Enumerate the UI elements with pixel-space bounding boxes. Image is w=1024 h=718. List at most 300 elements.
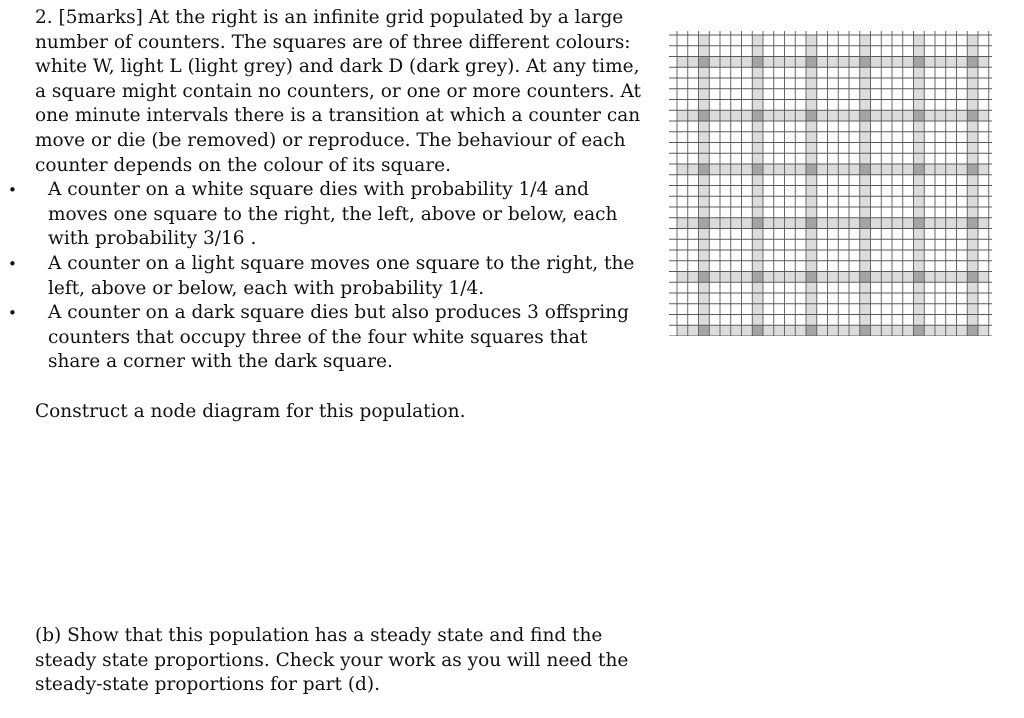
- grid-square-light: [881, 164, 892, 175]
- grid-square-white: [742, 132, 753, 143]
- grid-square-white: [946, 282, 957, 293]
- grid-square-light: [752, 315, 763, 326]
- rule-white-square: [8, 178, 645, 252]
- grid-square-light: [957, 164, 968, 175]
- grid-square-white: [720, 229, 731, 240]
- grid-square-white: [677, 67, 688, 78]
- grid-square-white: [742, 35, 753, 46]
- grid-square-white: [881, 175, 892, 186]
- grid-square-light: [688, 57, 699, 68]
- grid-square-white: [720, 46, 731, 57]
- grid-square-white: [709, 186, 720, 197]
- grid-square-white: [838, 153, 849, 164]
- grid-square-white: [688, 121, 699, 132]
- grid-square-white: [828, 35, 839, 46]
- grid-square-light: [688, 325, 699, 336]
- grid-square-light: [967, 304, 978, 315]
- grid-square-white: [838, 239, 849, 250]
- grid-square-white: [924, 315, 935, 326]
- grid-square-white: [978, 67, 989, 78]
- grid-square-white: [688, 67, 699, 78]
- grid-square-light: [752, 35, 763, 46]
- grid-square-white: [774, 67, 785, 78]
- grid-square-light: [806, 175, 817, 186]
- grid-square-white: [709, 35, 720, 46]
- grid-square-white: [742, 207, 753, 218]
- grid-square-light: [828, 110, 839, 121]
- grid-square-light: [957, 325, 968, 336]
- grid-square-white: [795, 78, 806, 89]
- grid-square-light: [967, 239, 978, 250]
- grid-square-white: [957, 261, 968, 272]
- grid-square-light: [860, 89, 871, 100]
- grid-square-light: [752, 100, 763, 111]
- grid-square-light: [742, 57, 753, 68]
- grid-square-white: [849, 175, 860, 186]
- grid-square-light: [731, 110, 742, 121]
- grid-square-white: [871, 304, 882, 315]
- grid-square-light: [860, 175, 871, 186]
- grid-square-white: [935, 121, 946, 132]
- grid-square-white: [935, 78, 946, 89]
- grid-square-white: [731, 304, 742, 315]
- rule-dark-square: [8, 301, 645, 375]
- grid-square-light: [806, 282, 817, 293]
- grid-square-white: [892, 100, 903, 111]
- grid-square-white: [892, 89, 903, 100]
- grid-square-white: [881, 304, 892, 315]
- grid-square-light: [860, 78, 871, 89]
- grid-square-light: [881, 272, 892, 283]
- grid-square-light: [860, 207, 871, 218]
- grid-square-white: [817, 153, 828, 164]
- grid-square-white: [849, 282, 860, 293]
- grid-square-light: [903, 164, 914, 175]
- grid-square-white: [774, 132, 785, 143]
- grid-square-white: [709, 100, 720, 111]
- grid-square-white: [742, 282, 753, 293]
- grid-square-light: [806, 186, 817, 197]
- grid-square-light: [978, 218, 989, 229]
- grid-square-light: [806, 293, 817, 304]
- grid-square-white: [709, 121, 720, 132]
- grid-square-light: [742, 325, 753, 336]
- grid-square-white: [849, 207, 860, 218]
- grid-square-white: [978, 315, 989, 326]
- grid-square-white: [924, 175, 935, 186]
- grid-square-white: [838, 89, 849, 100]
- grid-square-white: [828, 239, 839, 250]
- grid-square-white: [978, 89, 989, 100]
- grid-square-light: [978, 164, 989, 175]
- grid-square-white: [957, 186, 968, 197]
- grid-square-light: [914, 143, 925, 154]
- grid-square-white: [935, 67, 946, 78]
- grid-square-light: [935, 272, 946, 283]
- grid-square-dark: [860, 164, 871, 175]
- grid-square-white: [720, 304, 731, 315]
- grid-square-white: [688, 100, 699, 111]
- grid-square-white: [978, 175, 989, 186]
- grid-square-white: [957, 153, 968, 164]
- grid-square-light: [967, 250, 978, 261]
- grid-square-white: [795, 175, 806, 186]
- grid-square-white: [881, 261, 892, 272]
- grid-square-white: [903, 186, 914, 197]
- grid-square-light: [946, 110, 957, 121]
- grid-square-light: [967, 46, 978, 57]
- grid-square-white: [849, 67, 860, 78]
- grid-square-white: [828, 261, 839, 272]
- grid-square-white: [677, 207, 688, 218]
- grid-square-white: [688, 261, 699, 272]
- grid-square-white: [785, 121, 796, 132]
- grid-square-light: [914, 315, 925, 326]
- grid-square-light: [699, 186, 710, 197]
- grid-square-light: [967, 186, 978, 197]
- grid-square-white: [742, 78, 753, 89]
- grid-square-white: [935, 261, 946, 272]
- grid-square-light: [806, 153, 817, 164]
- grid-square-white: [892, 175, 903, 186]
- grid-square-white: [828, 143, 839, 154]
- grid-square-white: [849, 89, 860, 100]
- grid-square-light: [849, 57, 860, 68]
- grid-square-white: [935, 282, 946, 293]
- grid-square-white: [817, 100, 828, 111]
- grid-square-white: [785, 143, 796, 154]
- grid-square-white: [688, 89, 699, 100]
- grid-square-light: [677, 272, 688, 283]
- grid-square-white: [978, 229, 989, 240]
- grid-square-white: [709, 78, 720, 89]
- grid-square-light: [752, 175, 763, 186]
- grid-square-white: [720, 282, 731, 293]
- counter-grid-figure: [668, 30, 992, 336]
- grid-square-white: [720, 35, 731, 46]
- grid-square-white: [828, 282, 839, 293]
- grid-square-white: [935, 304, 946, 315]
- grid-square-light: [860, 315, 871, 326]
- grid-square-light: [752, 67, 763, 78]
- grid-square-white: [720, 153, 731, 164]
- grid-square-white: [849, 239, 860, 250]
- grid-square-white: [957, 239, 968, 250]
- grid-square-light: [903, 110, 914, 121]
- grid-square-white: [774, 153, 785, 164]
- grid-square-white: [677, 250, 688, 261]
- grid-square-white: [871, 153, 882, 164]
- grid-square-white: [871, 78, 882, 89]
- grid-square-light: [752, 153, 763, 164]
- grid-square-light: [720, 164, 731, 175]
- grid-square-white: [849, 100, 860, 111]
- grid-square-white: [838, 196, 849, 207]
- grid-square-white: [881, 282, 892, 293]
- grid-square-white: [978, 239, 989, 250]
- grid-square-white: [849, 229, 860, 240]
- grid-square-light: [849, 218, 860, 229]
- grid-square-white: [849, 132, 860, 143]
- grid-square-light: [903, 272, 914, 283]
- question-2: [8, 6, 645, 424]
- grid-square-white: [795, 121, 806, 132]
- grid-square-white: [849, 153, 860, 164]
- grid-square-white: [688, 196, 699, 207]
- rules-list: [8, 178, 645, 375]
- grid-square-white: [763, 78, 774, 89]
- grid-square-white: [709, 261, 720, 272]
- grid-square-dark: [967, 57, 978, 68]
- grid-square-dark: [967, 218, 978, 229]
- grid-square-white: [924, 293, 935, 304]
- grid-square-light: [752, 89, 763, 100]
- grid-square-white: [881, 100, 892, 111]
- grid-square-light: [742, 272, 753, 283]
- grid-square-white: [881, 121, 892, 132]
- grid-square-white: [774, 282, 785, 293]
- grid-square-white: [763, 196, 774, 207]
- grid-square-light: [731, 57, 742, 68]
- grid-square-white: [774, 100, 785, 111]
- grid-square-white: [903, 207, 914, 218]
- grid-square-dark: [860, 218, 871, 229]
- grid-square-light: [914, 100, 925, 111]
- grid-square-white: [838, 186, 849, 197]
- grid-square-light: [806, 121, 817, 132]
- grid-square-white: [677, 261, 688, 272]
- grid-square-white: [709, 239, 720, 250]
- grid-square-light: [806, 304, 817, 315]
- grid-square-white: [688, 186, 699, 197]
- grid-square-light: [914, 121, 925, 132]
- grid-square-white: [731, 100, 742, 111]
- grid-square-white: [946, 207, 957, 218]
- grid-square-light: [742, 218, 753, 229]
- grid-square-light: [914, 35, 925, 46]
- grid-square-light: [795, 110, 806, 121]
- grid-square-white: [935, 293, 946, 304]
- grid-square-white: [817, 186, 828, 197]
- grid-square-white: [731, 315, 742, 326]
- grid-square-white: [742, 261, 753, 272]
- grid-square-white: [763, 282, 774, 293]
- grid-square-light: [774, 57, 785, 68]
- grid-square-white: [849, 293, 860, 304]
- grid-square-white: [742, 67, 753, 78]
- grid-square-dark: [914, 272, 925, 283]
- grid-square-light: [763, 325, 774, 336]
- grid-square-white: [871, 250, 882, 261]
- grid-square-white: [935, 100, 946, 111]
- grid-square-light: [967, 153, 978, 164]
- grid-square-light: [699, 175, 710, 186]
- grid-square-light: [838, 218, 849, 229]
- grid-square-white: [677, 175, 688, 186]
- grid-square-light: [752, 121, 763, 132]
- grid-square-light: [795, 272, 806, 283]
- grid-square-white: [881, 207, 892, 218]
- grid-square-white: [849, 78, 860, 89]
- grid-square-light: [731, 325, 742, 336]
- grid-square-white: [903, 35, 914, 46]
- grid-square-white: [709, 46, 720, 57]
- grid-square-white: [935, 89, 946, 100]
- grid-square-white: [849, 304, 860, 315]
- grid-square-white: [709, 153, 720, 164]
- grid-square-white: [785, 35, 796, 46]
- grid-square-light: [699, 229, 710, 240]
- grid-square-light: [967, 293, 978, 304]
- bullet-icon: •: [8, 304, 17, 323]
- grid-square-white: [763, 250, 774, 261]
- grid-square-white: [763, 315, 774, 326]
- grid-square-light: [935, 325, 946, 336]
- grid-square-light: [903, 325, 914, 336]
- grid-square-light: [828, 164, 839, 175]
- grid-square-white: [892, 282, 903, 293]
- grid-square-white: [957, 89, 968, 100]
- grid-square-white: [688, 229, 699, 240]
- grid-square-light: [828, 218, 839, 229]
- grid-square-white: [871, 315, 882, 326]
- grid-square-white: [881, 46, 892, 57]
- grid-square-white: [742, 229, 753, 240]
- grid-square-white: [828, 100, 839, 111]
- grid-square-white: [881, 89, 892, 100]
- grid-square-white: [924, 229, 935, 240]
- grid-square-light: [978, 325, 989, 336]
- grid-square-light: [860, 153, 871, 164]
- grid-square-light: [688, 164, 699, 175]
- grid-square-white: [838, 121, 849, 132]
- grid-square-white: [924, 67, 935, 78]
- grid-square-light: [881, 110, 892, 121]
- grid-square-white: [774, 239, 785, 250]
- grid-square-light: [914, 250, 925, 261]
- grid-square-dark: [752, 57, 763, 68]
- grid-square-white: [871, 46, 882, 57]
- grid-square-white: [795, 207, 806, 218]
- grid-square-white: [763, 207, 774, 218]
- grid-square-white: [731, 186, 742, 197]
- grid-square-white: [709, 315, 720, 326]
- grid-square-white: [838, 315, 849, 326]
- grid-square-white: [731, 143, 742, 154]
- grid-square-white: [892, 121, 903, 132]
- grid-square-white: [828, 153, 839, 164]
- grid-square-light: [967, 100, 978, 111]
- grid-square-white: [957, 304, 968, 315]
- grid-square-white: [871, 196, 882, 207]
- grid-square-light: [806, 67, 817, 78]
- grid-square-white: [709, 132, 720, 143]
- grid-square-white: [871, 132, 882, 143]
- grid-square-white: [785, 229, 796, 240]
- grid-square-white: [946, 89, 957, 100]
- grid-square-white: [795, 186, 806, 197]
- grid-square-dark: [860, 110, 871, 121]
- grid-square-white: [720, 250, 731, 261]
- grid-square-white: [763, 46, 774, 57]
- grid-square-white: [828, 196, 839, 207]
- grid-square-light: [967, 35, 978, 46]
- grid-square-white: [957, 143, 968, 154]
- grid-square-white: [774, 315, 785, 326]
- grid-square-white: [935, 35, 946, 46]
- grid-square-white: [946, 175, 957, 186]
- grid-square-white: [774, 121, 785, 132]
- grid-square-white: [795, 239, 806, 250]
- grid-square-white: [903, 196, 914, 207]
- grid-square-white: [935, 153, 946, 164]
- grid-square-light: [677, 110, 688, 121]
- grid-square-white: [785, 89, 796, 100]
- grid-square-light: [860, 35, 871, 46]
- grid-square-white: [924, 153, 935, 164]
- grid-square-light: [914, 229, 925, 240]
- grid-square-light: [752, 304, 763, 315]
- grid-square-white: [709, 293, 720, 304]
- grid-square-white: [817, 293, 828, 304]
- grid-square-white: [849, 186, 860, 197]
- grid-square-light: [699, 67, 710, 78]
- grid-square-white: [957, 132, 968, 143]
- grid-square-white: [677, 100, 688, 111]
- grid-square-white: [957, 250, 968, 261]
- grid-square-white: [774, 261, 785, 272]
- grid-square-light: [914, 196, 925, 207]
- grid-square-white: [742, 46, 753, 57]
- grid-square-white: [957, 282, 968, 293]
- grid-square-dark: [699, 110, 710, 121]
- grid-square-white: [742, 315, 753, 326]
- grid-square-white: [731, 261, 742, 272]
- grid-square-light: [914, 89, 925, 100]
- grid-square-light: [806, 100, 817, 111]
- grid-square-light: [967, 261, 978, 272]
- grid-square-white: [720, 186, 731, 197]
- grid-square-white: [838, 304, 849, 315]
- grid-square-white: [785, 175, 796, 186]
- grid-square-white: [688, 282, 699, 293]
- grid-square-light: [946, 164, 957, 175]
- grid-square-white: [795, 35, 806, 46]
- grid-square-light: [699, 293, 710, 304]
- grid-square-dark: [914, 164, 925, 175]
- grid-square-white: [731, 35, 742, 46]
- grid-square-white: [731, 175, 742, 186]
- grid-square-white: [903, 282, 914, 293]
- grid-square-light: [838, 57, 849, 68]
- grid-square-white: [817, 196, 828, 207]
- part-b-text: (b) Show that this population has a steady state and find the steady state proportions. Check your work as you will need the steady-state proportions for part (d).: [35, 625, 629, 696]
- grid-square-white: [946, 67, 957, 78]
- grid-square-white: [892, 46, 903, 57]
- grid-square-white: [978, 132, 989, 143]
- grid-square-dark: [806, 272, 817, 283]
- grid-square-white: [935, 143, 946, 154]
- grid-square-white: [774, 186, 785, 197]
- grid-square-white: [892, 78, 903, 89]
- grid-square-white: [871, 100, 882, 111]
- grid-square-light: [720, 272, 731, 283]
- grid-square-white: [795, 304, 806, 315]
- grid-square-white: [849, 46, 860, 57]
- grid-square-light: [935, 164, 946, 175]
- grid-square-white: [828, 186, 839, 197]
- grid-square-white: [774, 175, 785, 186]
